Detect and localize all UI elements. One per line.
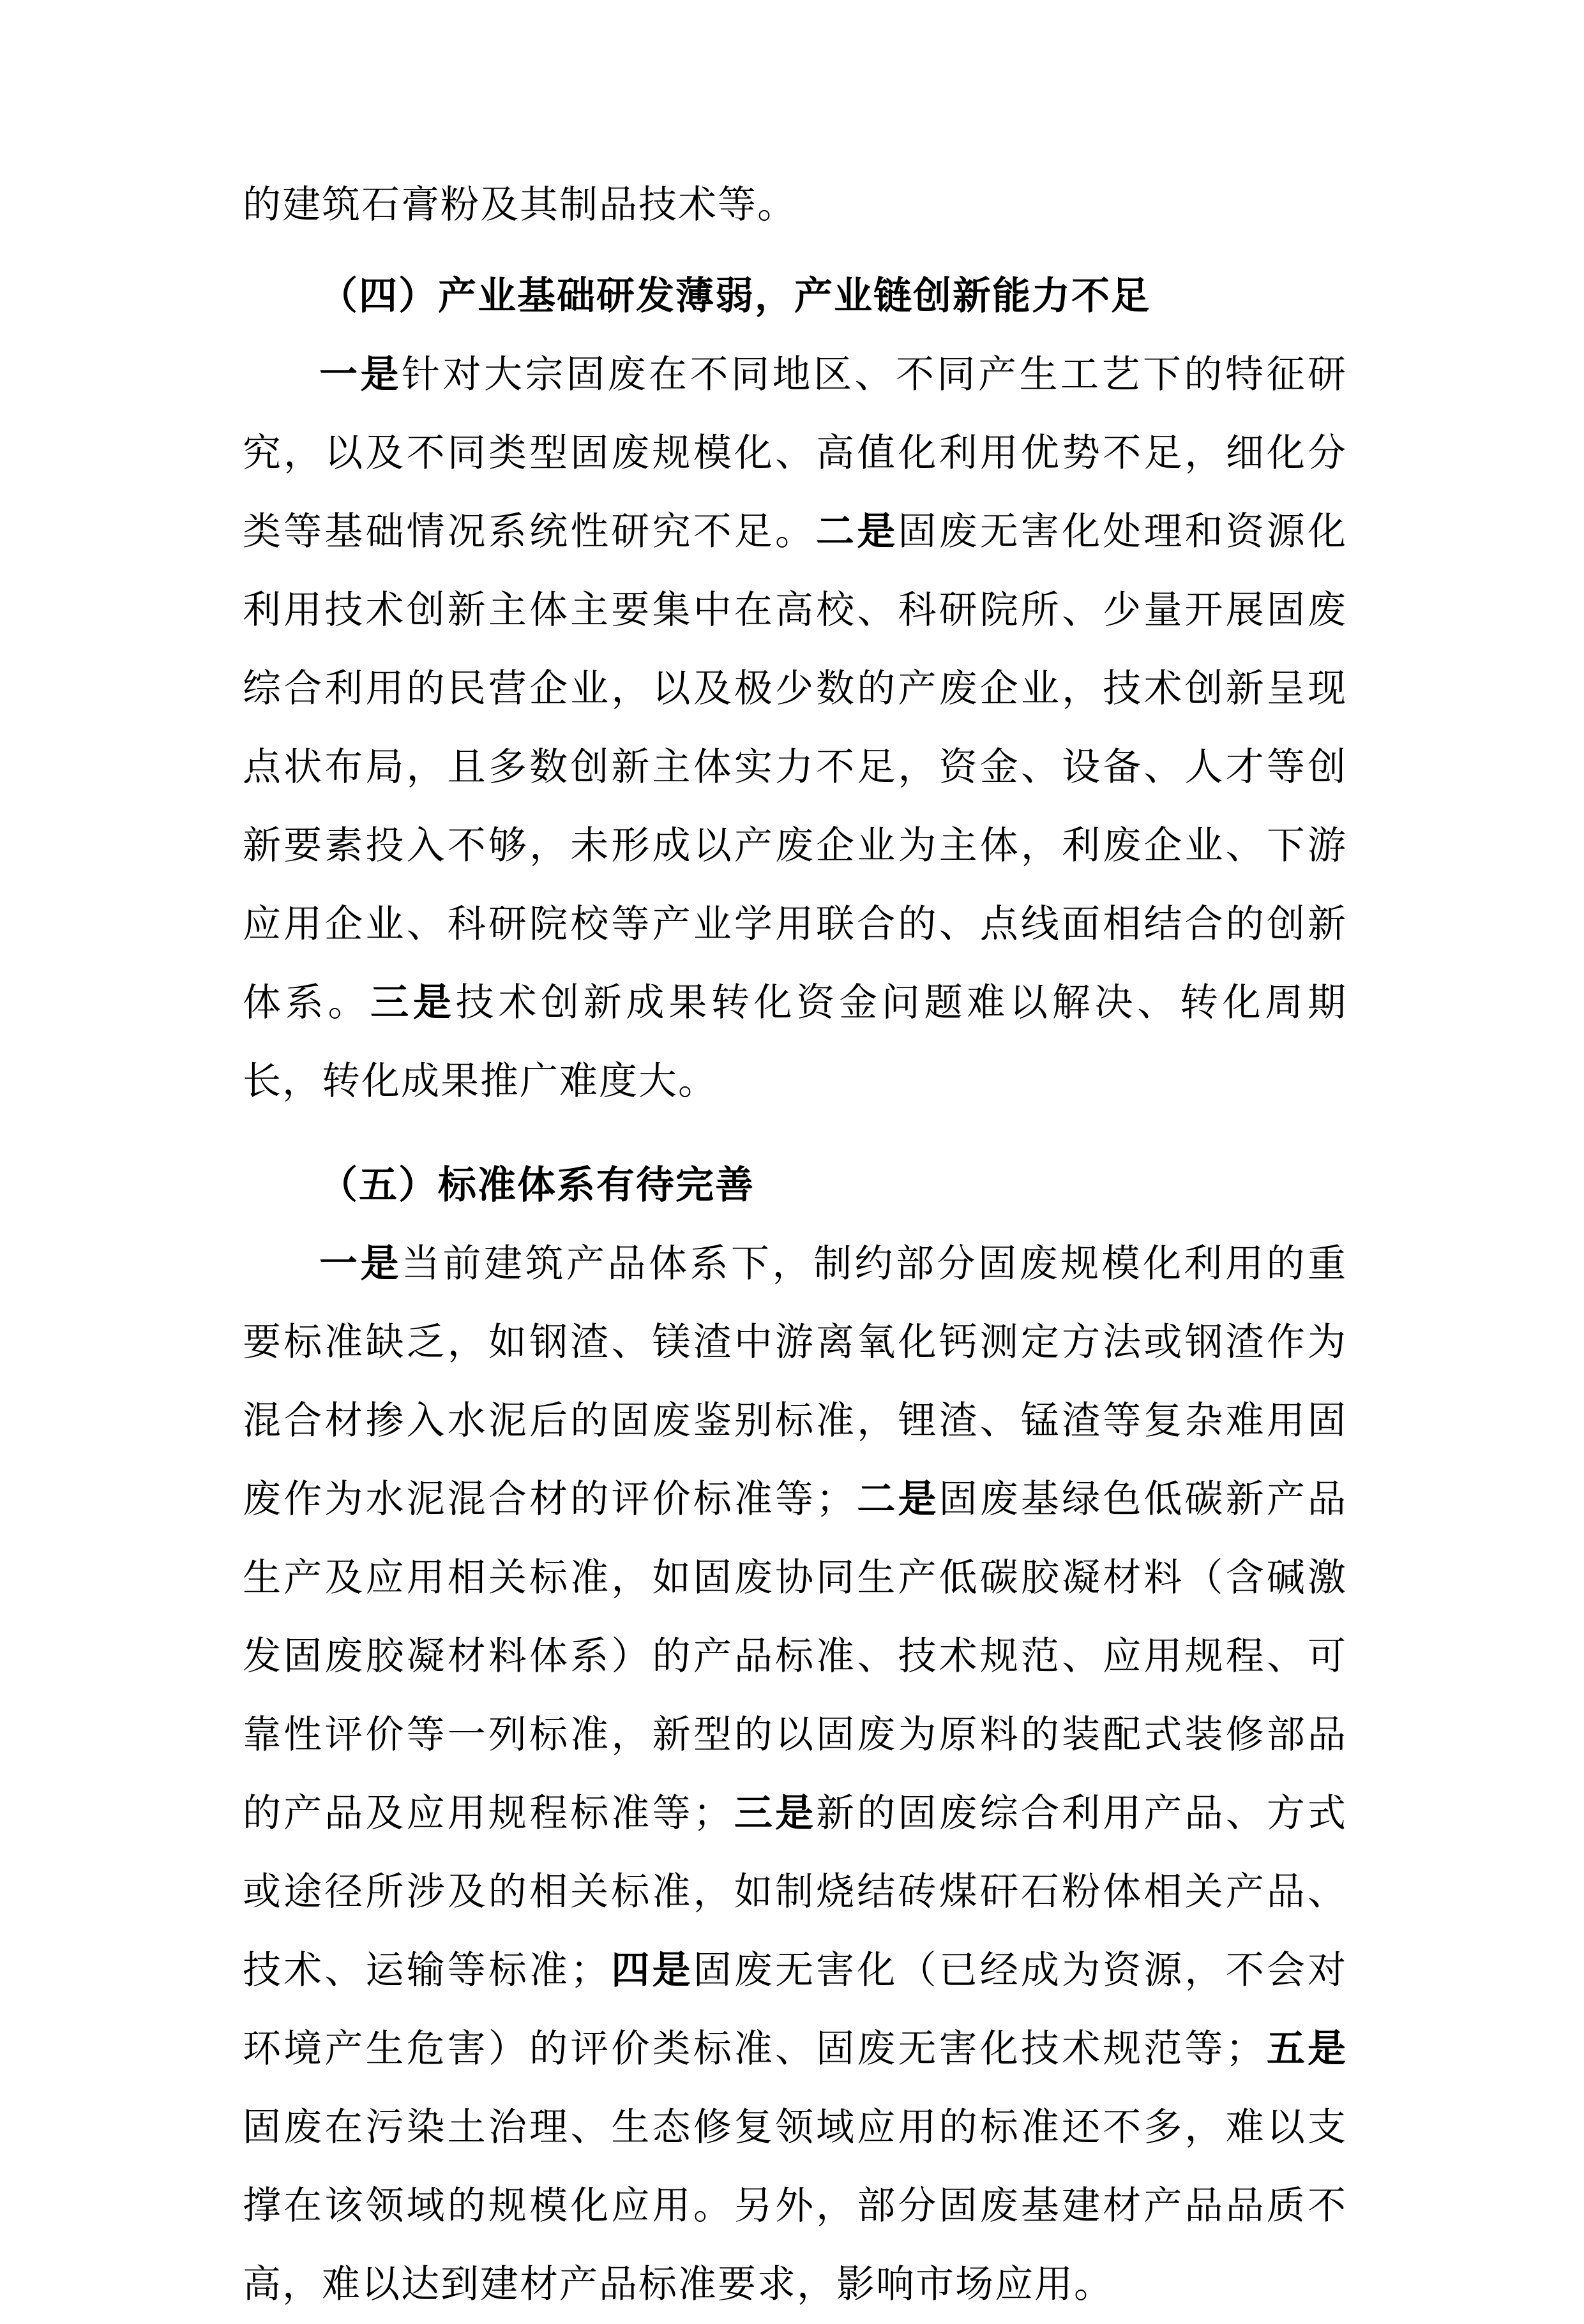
document-body	[243, 166, 1347, 2324]
lead-marker: 三是	[370, 980, 456, 1025]
section-heading-5: （五）标准体系有待完善	[319, 1163, 755, 1208]
paragraph-text: 技术创新成果转化资金问题难以解决、转化周期长，转化成果推广难度大。	[243, 980, 1348, 1104]
lead-marker: 三是	[732, 1791, 817, 1836]
section-4-paragraph	[243, 336, 1347, 1121]
spacer	[243, 1121, 1347, 1146]
lead-marker: 一是	[319, 352, 402, 397]
paragraph-text: 新的固废综合利用产品、方式或途径所涉及的相关标准，如制烧结砖煤矸石粉体相关产品、技术、运输等标准；	[243, 1791, 1348, 1993]
continuation-paragraph: 的建筑石膏粉及其制品技术等。	[243, 183, 797, 227]
spacer	[243, 244, 1347, 257]
lead-marker: 五是	[1265, 2027, 1348, 2071]
paragraph-text: 固废基绿色低碳新产品生产及应用相关标准，如固废协同生产低碳胶凝材料（含碱激发固废胶凝材料体系）的产品标准、技术规范、应用规程、可靠性评价等一列标准，新型的以固废为原料的装配式装修部品的产品及应用规程标准等；	[243, 1477, 1348, 1836]
section-5-paragraph	[243, 1225, 1347, 2324]
lead-marker: 二是	[816, 509, 898, 554]
paragraph-text: 固废无害化处理和资源化利用技术创新主体主要集中在高校、科研院所、少量开展固废综合利用的民营企业，以及极少数的产废企业，技术创新呈现点状布局，且多数创新主体实力不足，资金、设备、人才等创新要素投入不够，未形成以产废企业为主体，利废企业、下游应用企业、科研院校等产业学用联合的、点线面相结合的创新体系。	[243, 509, 1348, 1025]
paragraph-text: 针对大宗固废在不同地区、不同产生工艺下的特征研究，以及不同类型固废规模化、高值化利用优势不足，细化分类等基础情况系统性研究不足。	[243, 352, 1347, 554]
paragraph-text: 固废无害化（已经成为资源，不会对环境产生危害）的评价类标准、固废无害化技术规范等；	[243, 1948, 1348, 2071]
lead-marker: 四是	[610, 1948, 693, 1993]
section-heading-4: （四）产业基础研发薄弱，产业链创新能力不足	[319, 274, 1150, 319]
lead-marker: 一是	[319, 1241, 402, 1286]
paragraph-text: 固废在污染土治理、生态修复领域应用的标准还不多，难以支撑在该领域的规模化应用。另外，部分固废基建材产品品质不高，难以达到建材产品标准要求，影响市场应用。	[243, 2105, 1347, 2307]
paragraph-text: 当前建筑产品体系下，制约部分固废规模化利用的重要标准缺乏，如钢渣、镁渣中游离氧化钙测定方法或钢渣作为混合材掺入水泥后的固废鉴别标准，锂渣、锰渣等复杂难用固废作为水泥混合材的评价标准等；	[243, 1241, 1347, 1522]
lead-marker: 二是	[856, 1477, 939, 1522]
